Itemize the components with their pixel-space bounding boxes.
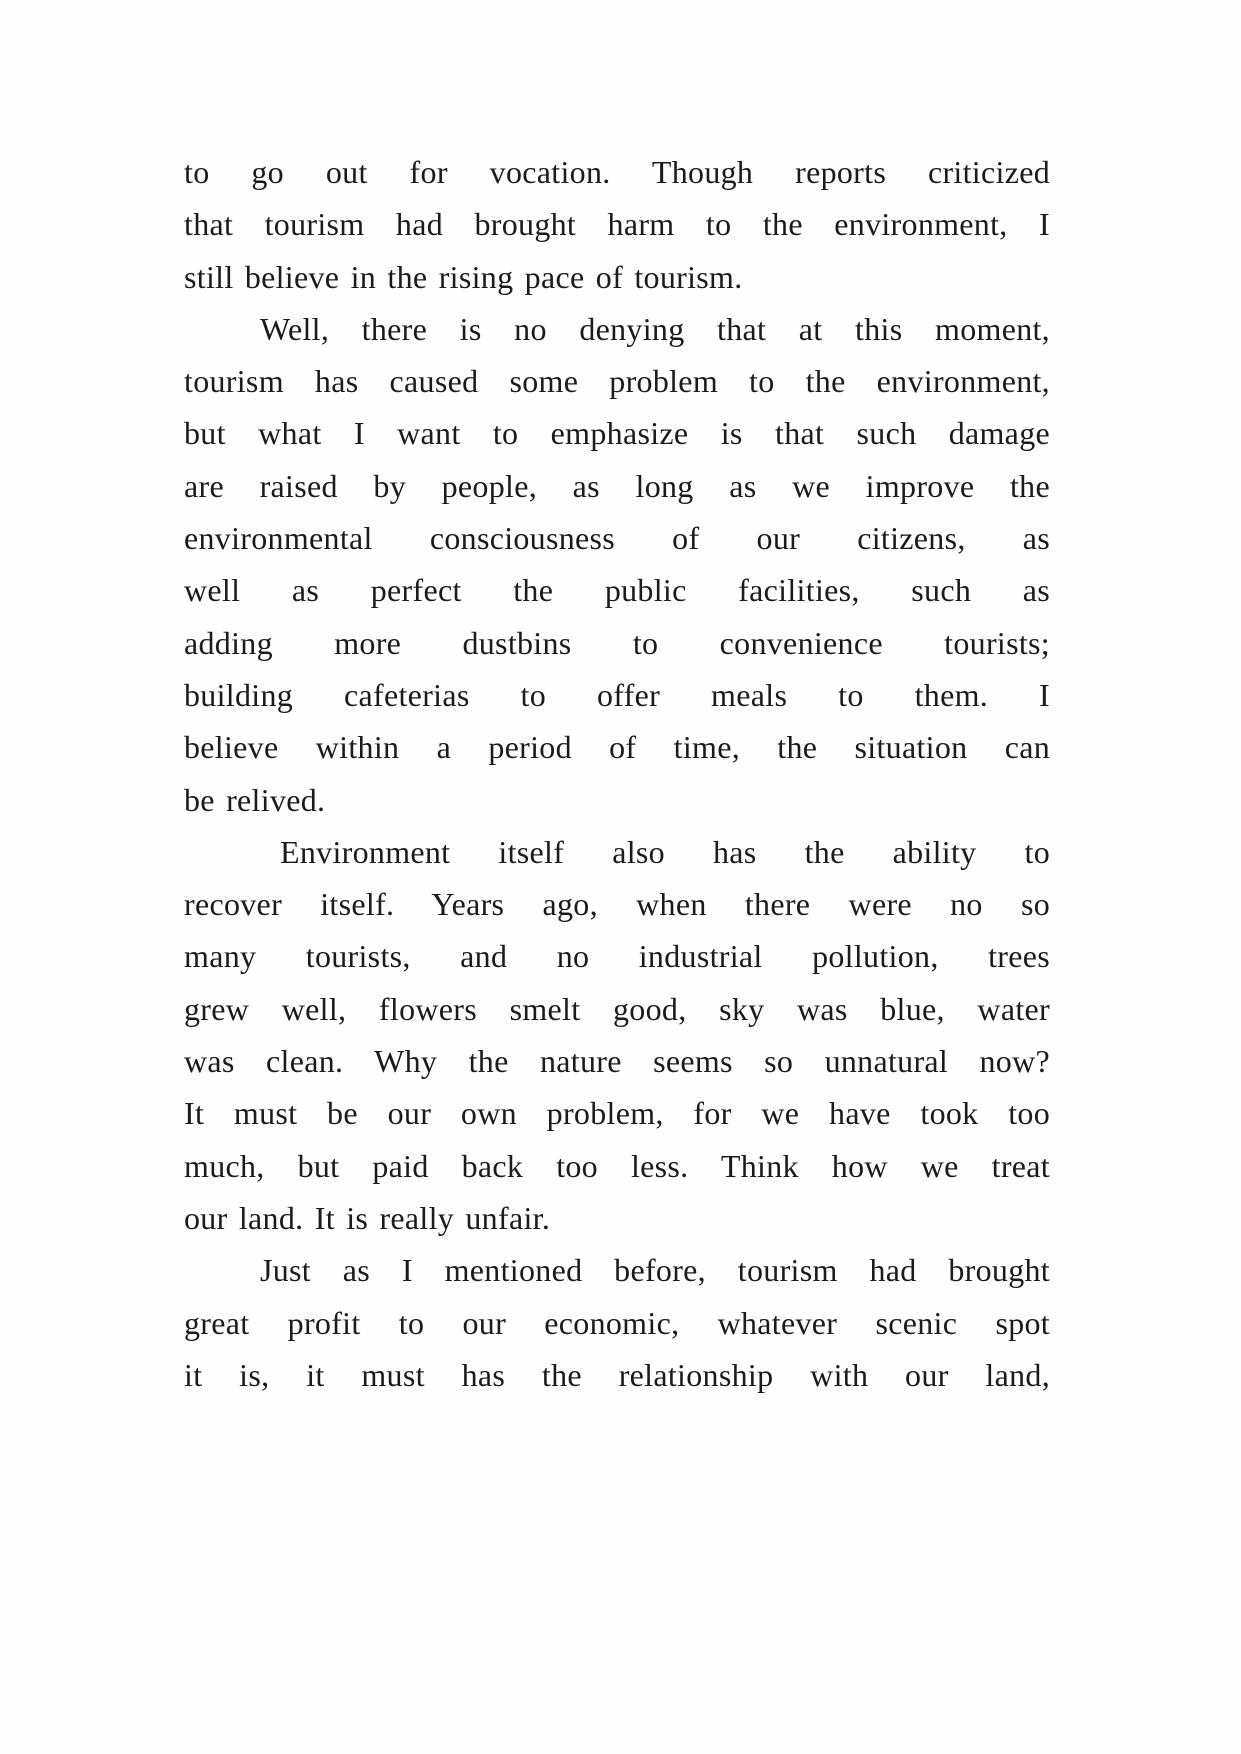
text-line: be relived. [184, 781, 326, 818]
essay-text-block [184, 146, 1050, 1401]
text-line: was clean. Why the nature seems so unnatural now? [184, 1043, 1050, 1080]
text-line: but what I want to emphasize is that such damage [184, 415, 1050, 452]
text-line: much, but paid back too less. Think how we treat [184, 1147, 1050, 1184]
paragraph [184, 1244, 1050, 1401]
text-line: to go out for vocation. Though reports criticized [184, 154, 1050, 190]
paragraph [184, 826, 1050, 1244]
text-line: tourism has caused some problem to the environment, [184, 363, 1050, 400]
text-line: our land. It is really unfair. [184, 1199, 551, 1236]
text-line: many tourists, and no industrial pollution, trees [184, 938, 1050, 975]
paragraph [184, 303, 1050, 826]
text-line: that tourism had brought harm to the environment, I [184, 206, 1050, 243]
text-line: still believe in the rising pace of tourism. [184, 258, 743, 295]
text-line: It must be our own problem, for we have took too [184, 1095, 1050, 1132]
text-line: believe within a period of time, the situation can [184, 729, 1050, 766]
text-line: adding more dustbins to convenience tourists; [184, 624, 1050, 661]
text-line: great profit to our economic, whatever scenic spot [184, 1304, 1050, 1341]
text-line: Well, there is no denying that at this moment, [260, 310, 1050, 347]
text-line: are raised by people, as long as we improve the [184, 467, 1050, 504]
text-line: it is, it must has the relationship with our land, [184, 1356, 1050, 1393]
text-line: building cafeterias to offer meals to them. I [184, 676, 1050, 713]
text-line: well as perfect the public facilities, such as [184, 572, 1050, 609]
text-line: Just as I mentioned before, tourism had brought [260, 1252, 1050, 1289]
text-line: Environment itself also has the ability to [280, 833, 1050, 870]
text-line: environmental consciousness of our citizens, as [184, 520, 1050, 557]
text-line: recover itself. Years ago, when there were no so [184, 886, 1050, 923]
text-line: grew well, flowers smelt good, sky was blue, water [184, 990, 1050, 1027]
paragraph [184, 146, 1050, 303]
